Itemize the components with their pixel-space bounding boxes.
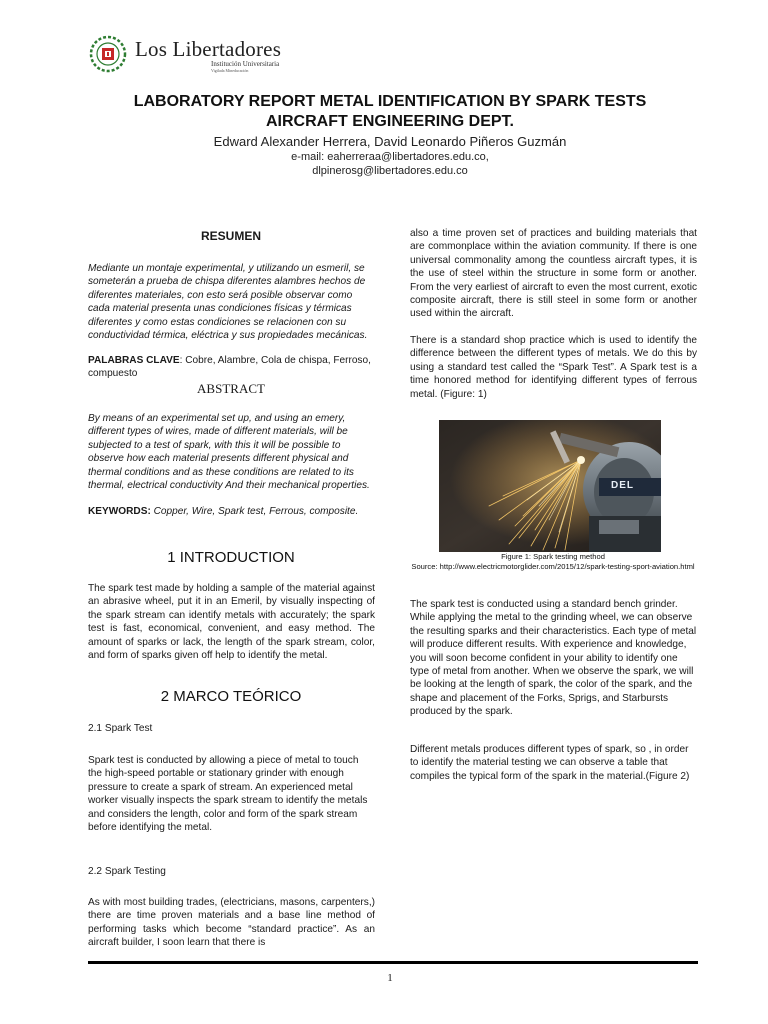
spark-test-subheading: 2.1 Spark Test: [88, 723, 153, 734]
report-title-line2: AIRCRAFT ENGINEERING DEPT.: [265, 113, 514, 130]
institution-subtitle: Institución Universitaria: [211, 60, 280, 68]
right-para-3: The spark test is conducted using a standard bench grinder. While applying the metal to the grinding wheel, we can observe the resulting sparks and their characteristics. Each type of metal will produce different results. With experience and knowledge, you will soon become confident in your ability to identify one type of metal from another. When we observe the spark, we will be looking at the length of spark, the color of the spark, and the shape and placement of the Forks, Sprigs, and Starbursts produced by the spark.: [410, 599, 697, 718]
institution-seal-icon: [86, 34, 130, 74]
spark-test-photo: [439, 420, 661, 552]
figure-1-caption: Figure 1: Spark testing method: [501, 552, 605, 561]
abstract-keywords: [88, 505, 376, 518]
email-line-1: e-mail: eaherreraa@libertadores.edu.co,: [291, 151, 489, 163]
footer-rule: [88, 961, 698, 964]
right-para-4: Different metals produces different types of spark, so , in order to identify the material testing we can observe a table that compiles the typical form of the spark in the material.(Figure 2): [410, 744, 690, 782]
introduction-heading: 1 INTRODUCTION: [167, 549, 295, 566]
spark-testing-subheading: 2.2 Spark Testing: [88, 866, 166, 877]
resumen-keywords: [88, 354, 376, 381]
report-title-line1: LABORATORY REPORT METAL IDENTIFICATION BY SPARK TESTS: [133, 93, 647, 110]
authors: Edward Alexander Herrera, David Leonardo Piñeros Guzmán: [213, 134, 567, 149]
resumen-keywords-label: PALABRAS CLAVE: [88, 355, 180, 366]
abstract-heading: ABSTRACT: [197, 381, 265, 396]
email-line-2: dlpinerosg@libertadores.edu.co: [312, 165, 468, 177]
institution-subtitle-small: Vigilada Mineducación: [211, 68, 249, 73]
grinder-brand-label: DEL: [611, 480, 634, 491]
resumen-keywords-values: : Cobre, Alambre, Cola de chispa, Ferroso, compuesto: [88, 355, 371, 380]
abstract-keywords-label: KEYWORDS:: [88, 506, 151, 517]
spark-testing-text: As with most building trades, (electricians, masons, carpenters,) there are time proven materials and a base line method of performing tasks which become “standard practice”. As an aircraft builder, I soon learn that there is: [88, 897, 375, 949]
resumen-text: Mediante un montaje experimental, y utilizando un esmeril, se someterán a prueba de chispa diferentes alambres hechos de diferentes materiales, con esto será posible observar como cada material presenta unas condiciones físicas y térmicas diferentes y como estas condiciones se relacionen con su conductividad térmica, eléctrica y sus propiedades mecánicas.: [88, 263, 368, 342]
institution-logo: [86, 34, 286, 78]
page-number: 1: [387, 972, 393, 984]
right-para-1: also a time proven set of practices and building materials that are commonplace within the aviation community. If there is one universal commonality among the countless aircraft types, it is the use of steel within the structure in some form or another. From the very earliest of aircraft to even the most current, exotic composite aircraft, there is still steel in some form or another used within the aircraft.: [410, 228, 697, 320]
abstract-keywords-values: Copper, Wire, Spark test, Ferrous, composite.: [150, 506, 359, 517]
resumen-heading: RESUMEN: [200, 229, 261, 243]
abstract-text: By means of an experimental set up, and using an emery, different types of wires, made of different materials, will be subjected to a test of spark, with this it will be possible to observe how each material presents different physical and thermal conditions and as these conditions are related to its thermal, electrical conductivity And their mechanical properties.: [88, 413, 370, 492]
marco-teorico-heading: 2 MARCO TEÓRICO: [160, 688, 302, 705]
spark-test-text: Spark test is conducted by allowing a piece of metal to touch the high-speed portable or stationary grinder with enough pressure to create a spark of stream. An experienced metal worker visually inspects the spark stream to identify the metals and considers the length, color and form of the spark stream before identifying the metal.: [88, 755, 368, 834]
introduction-text: The spark test made by holding a sample of the material against an abrasive wheel, put it in an Emeril, by visually inspecting of the spark stream can identify metals with accurately; the spark test is fast, economical, convenient, and easy method. The amount of sparks or lack, the length of the spark stream, color, and form of sparks given off help to identify the metal.: [88, 583, 375, 662]
institution-name: Los Libertadores: [135, 37, 282, 61]
right-para-2: There is a standard shop practice which is used to identify the difference between the different types of metals. We do this by using a standard test called the “Spark Test”. A Spark test is a time honored method for identifying different types of ferrous metal. (Figure: 1): [410, 335, 697, 400]
figure-1-source: Source: http://www.electricmotorglider.com/2015/12/spark-testing-sport-aviation.html: [411, 562, 695, 571]
